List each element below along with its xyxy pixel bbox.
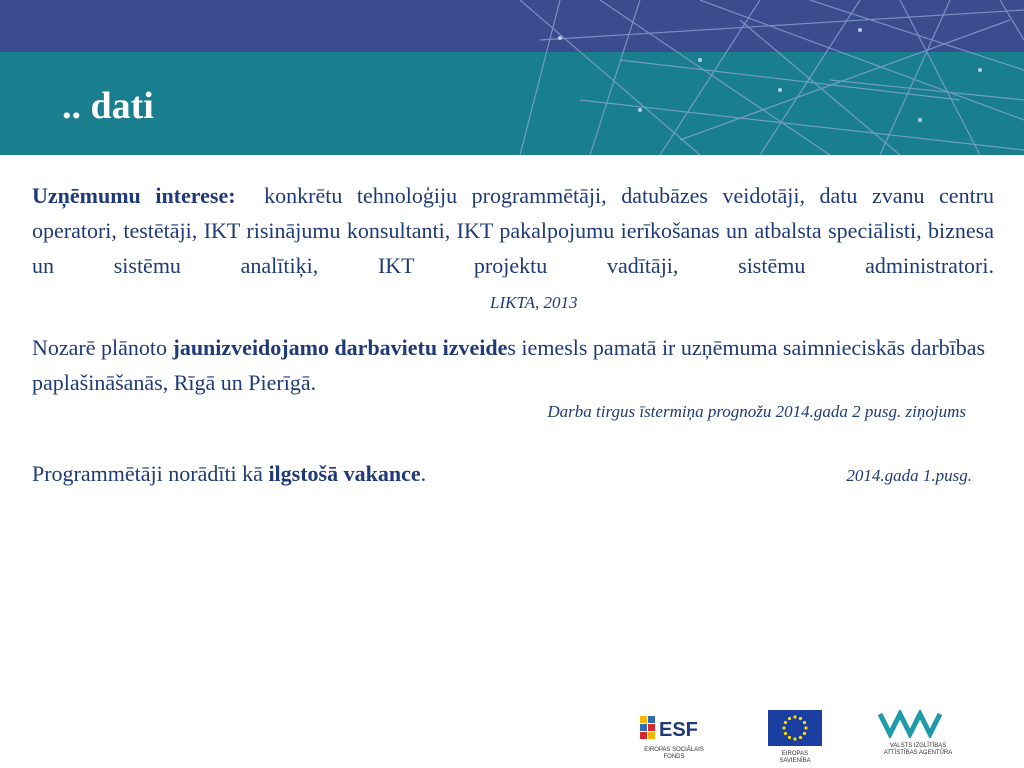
decorative-network-lines [0, 0, 1024, 155]
esf-label: ESF [659, 719, 698, 741]
esf-mark-icon [638, 712, 710, 742]
emphasis-text: ilgstošā vakance [268, 461, 421, 486]
viaa-logo [878, 710, 958, 757]
esf-caption: EIROPAS SOCIĀLAIS [644, 747, 704, 753]
paragraph-text: Programmētāji norādīti kā [32, 461, 269, 486]
paragraph-company-interest [32, 178, 994, 320]
esf-logo [638, 712, 710, 761]
slide-title: .. dati [62, 85, 154, 127]
emphasis-text: jaunizveidojamo darbavietu izveide [172, 335, 508, 360]
paragraph-text: Nozarē plānoto [32, 335, 173, 360]
source-labour-forecast: Darba tirgus īstermiņa prognožu 2014.gada 2 pusg. ziņojums [547, 402, 966, 421]
paragraph-text: s iemesls pamatā ir uzņēmuma saimnieciskās darbības paplašināšanās, Rīgā un Pierīgā. [32, 335, 986, 395]
paragraph-programmers-vacancy [32, 456, 994, 493]
slide-content [32, 178, 994, 493]
esf-caption: FONDS [663, 754, 685, 760]
viaa-caption: ATTĪSTĪBAS AĢENTŪRA [883, 750, 953, 756]
paragraph-new-jobs [32, 330, 994, 400]
source-2014: 2014.gada 1.pusg. [846, 466, 972, 485]
viaa-caption: VALSTS IZGLĪTĪBAS [889, 743, 947, 749]
footer-logos [0, 706, 1024, 766]
viaa-mark-icon [878, 710, 948, 738]
eu-caption: EIROPAS SAVIENĪBA [779, 751, 811, 764]
paragraph-text: konkrētu tehnoloģiju programmētāji, datubāzes veidotāji, datu zvanu centru operatori, testētāji, IKT risinājumu konsultanti, IKT pakalpojumu ierīkošanas un atbalsta speciālisti, biznesa un sistēmu analītiķi, IKT projektu vadītāji, sistēmu administratori. [32, 183, 995, 278]
eu-flag-icon [768, 710, 822, 746]
eu-flag-logo [768, 710, 822, 765]
paragraph-lead: Uzņēmumu interese: [32, 183, 236, 208]
source-likta: LIKTA, 2013 [490, 293, 578, 312]
paragraph-text: . [420, 461, 427, 486]
